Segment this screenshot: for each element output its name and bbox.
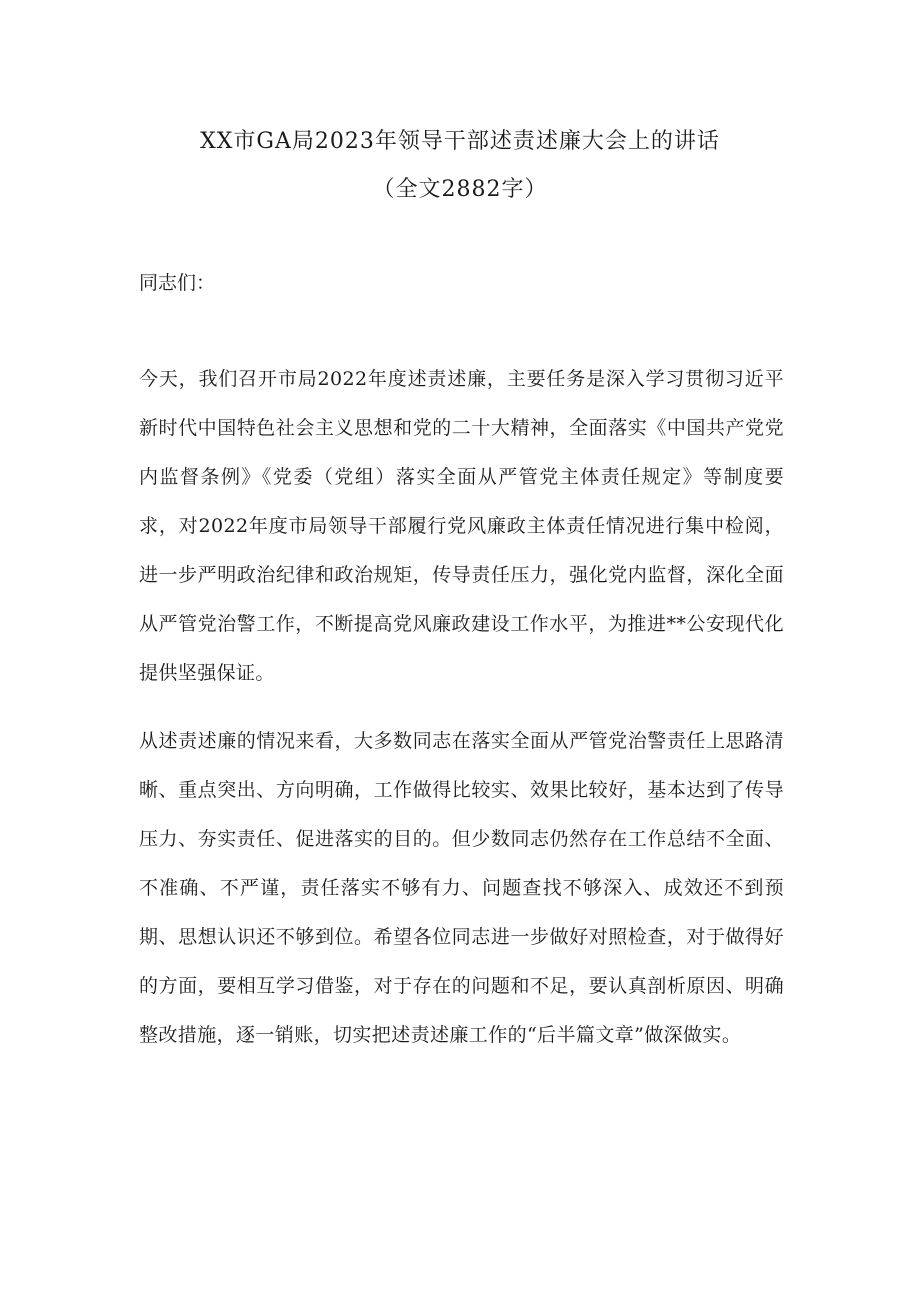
greeting: 同志们： (139, 272, 216, 294)
paragraph: 从述责述廉的情况来看，大多数同志在落实全面从严管党治警责任上思路清晰、重点突出、方向明确，工作做得比较实、效果比较好，基本达到了传导压力、夯实责任、促进落实的目的。但少数同志仍然存在工作总结不全面、不准确、不严谨，责任落实不够有力、问题查找不够深入、成效还不到预期、思想认识还不够到位。希望各位同志进一步做好对照检查，对于做得好的方面，要相互学习借鉴，对于存在的问题和不足，要认真剖析原因、明确整改措施，逐一销账，切实把述责述廉工作的“后半篇文章”做深做实。 (139, 730, 784, 1046)
paragraph: 今天，我们召开市局2022年度述责述廉，主要任务是深入学习贯彻习近平新时代中国特色社会主义思想和党的二十大精神，全面落实《中国共产党党内监督条例》《党委（党组）落实全面从严管党主体责任规定》等制度要求，对2022年度市局领导干部履行党风廉政主体责任情况进行集中检阅，进一步严明政治纪律和政治规矩，传导责任压力，强化党内监督，深化全面从严管党治警工作，不断提高党风廉政建设工作水平，为推进**公安现代化提供坚强保证。 (139, 368, 784, 684)
document-subtitle: （全文2882字） (372, 177, 548, 202)
document-title: XX市GA局2023年领导干部述责述廉大会上的讲话 (200, 129, 720, 154)
